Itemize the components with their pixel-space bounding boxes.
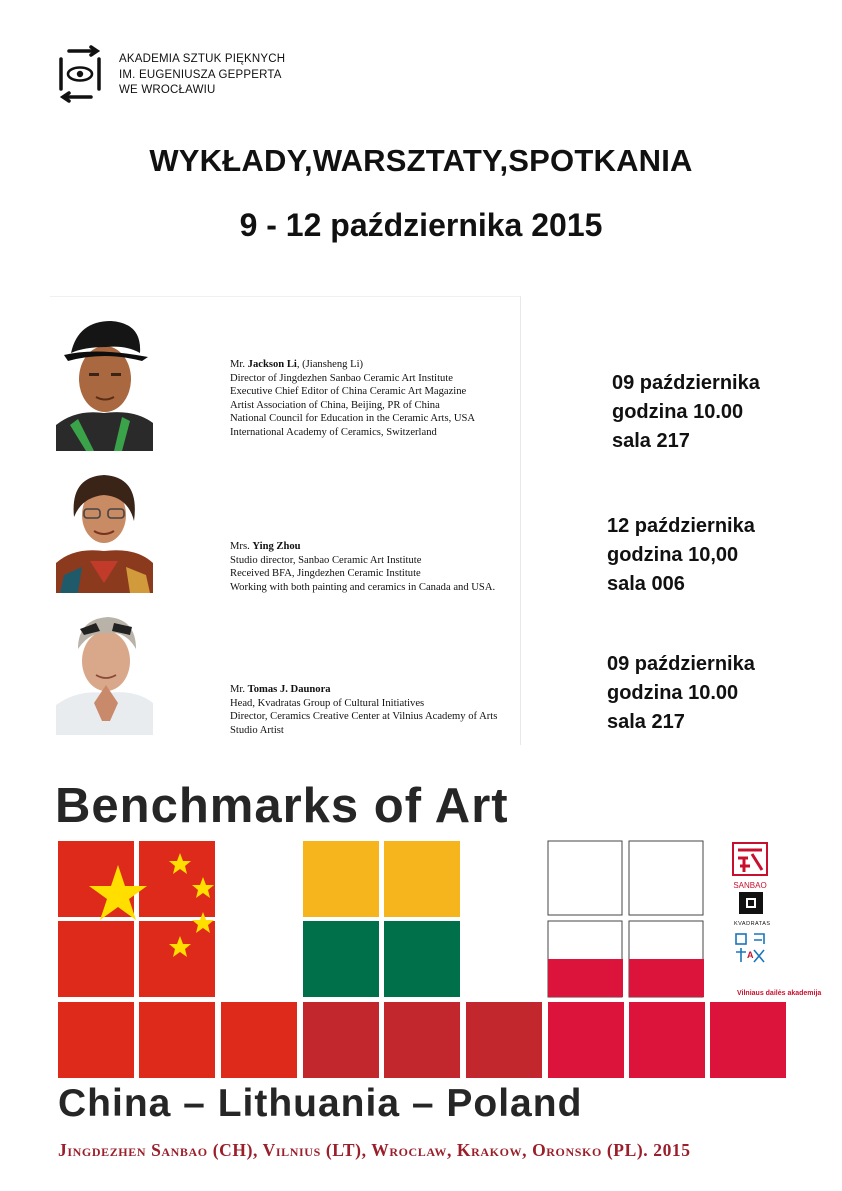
- kvadratas-label: KVADRATAS: [734, 921, 771, 927]
- vilnius-academy-label: Vilniaus dailės akademija: [737, 990, 822, 997]
- academy-name-line1: AKADEMIA SZTUK PIĘKNYCH: [119, 53, 286, 65]
- lithuania-green-square: [303, 921, 379, 997]
- benchmarks-title: Benchmarks of Art: [55, 779, 509, 833]
- schedule-time: godzina 10.00: [607, 682, 739, 704]
- lithuania-yellow-square: [303, 841, 379, 917]
- schedule-jackson-li: [612, 369, 760, 456]
- poland-split-square: [629, 921, 703, 997]
- academy-name: [119, 52, 285, 99]
- schedule-ying-zhou: [607, 512, 755, 599]
- bio-line: International Academy of Ceramics, Switzerland: [230, 426, 437, 438]
- china-bottom-square: [139, 1002, 215, 1078]
- bio-line: Working with both painting and ceramics in Canada and USA.: [230, 581, 496, 593]
- poland-split-square: [548, 921, 622, 997]
- lithuania-yellow-square: [384, 841, 460, 917]
- countries-title: China – Lithuania – Poland: [58, 1082, 583, 1125]
- small-star-icon: [192, 912, 214, 933]
- footer-cities: Jingdezhen Sanbao (CH), Vilnius (LT), Wroclaw, Krakow, Oronsko (PL). 2015: [58, 1140, 691, 1160]
- svg-text:A: A: [747, 950, 754, 960]
- speaker-photo-tomas-daunora: [56, 609, 153, 735]
- sanbao-logo: [732, 842, 768, 890]
- speaker-name-line: [230, 540, 495, 554]
- small-star-icon: [192, 877, 214, 898]
- speaker-name-line: [230, 683, 497, 697]
- speaker-alias: , (Jiansheng Li): [296, 359, 364, 370]
- bio-line: Studio Artist: [230, 724, 284, 736]
- china-bottom-square: [58, 1002, 134, 1078]
- schedule-date: 09 października: [612, 372, 760, 394]
- kvadratas-logo: [734, 890, 771, 927]
- lithuania-bottom-square: [466, 1002, 542, 1078]
- bio-line: Studio director, Sanbao Ceramic Art Institute: [230, 554, 422, 566]
- bio-line: Director of Jingdezhen Sanbao Ceramic Art Institute: [230, 372, 453, 384]
- academy-logo: [55, 45, 300, 103]
- big-star-icon: [89, 865, 147, 920]
- speaker-name: Jackson Li: [247, 359, 297, 370]
- schedule-room: sala 217: [612, 430, 690, 452]
- lithuania-green-square: [384, 921, 460, 997]
- bio-line: Director, Ceramics Creative Center at Vilnius Academy of Arts: [230, 711, 498, 722]
- speaker-bio-jackson-li: [230, 358, 475, 439]
- schedule-date: 09 października: [607, 653, 755, 675]
- schedule-room: sala 006: [607, 573, 685, 595]
- china-bottom-square: [221, 1002, 297, 1078]
- lithuania-bottom-square: [303, 1002, 379, 1078]
- sanbao-seal-icon: [732, 842, 768, 876]
- speaker-name-line: [230, 358, 475, 372]
- china-square: [58, 921, 134, 997]
- schedule-tomas-daunora: [607, 650, 755, 737]
- poland-split-square-red: [548, 959, 623, 997]
- china-square: [139, 841, 215, 917]
- sanbao-label: SANBAO: [733, 881, 767, 890]
- speaker-bio-tomas-daunora: [230, 683, 497, 737]
- speaker-prefix: Mr.: [230, 684, 246, 695]
- academy-eye-icon: [55, 45, 105, 103]
- poland-split-square-red: [629, 959, 704, 997]
- bio-line: National Council for Education in the Ceramic Arts, USA: [230, 413, 476, 424]
- event-headline: WYKŁADY,WARSZTATY,SPOTKANIA: [149, 143, 693, 178]
- china-square: [139, 921, 215, 997]
- china-square: [58, 841, 134, 917]
- bio-line: Received BFA, Jingdezhen Ceramic Institute: [230, 568, 421, 579]
- schedule-time: godzina 10,00: [607, 544, 739, 566]
- poland-white-square: [629, 841, 703, 915]
- lithuania-bottom-square: [384, 1002, 460, 1078]
- poland-bottom-square: [548, 1002, 624, 1078]
- vilnius-academy-glyphs-icon: [734, 932, 768, 966]
- poland-bottom-square: [629, 1002, 705, 1078]
- speaker-prefix: Mrs.: [230, 541, 250, 552]
- schedule-room: sala 217: [607, 711, 685, 733]
- speakers-panel: [50, 296, 521, 745]
- speaker-photo-jackson-li: [56, 317, 153, 451]
- bio-line: Head, Kvadratas Group of Cultural Initiatives: [230, 697, 425, 709]
- schedule-date: 12 października: [607, 515, 755, 537]
- small-star-icon: [169, 853, 191, 874]
- poland-white-square: [548, 841, 622, 915]
- speaker-prefix: Mr.: [230, 359, 246, 370]
- bio-line: Artist Association of China, Beijing, PR of China: [230, 399, 440, 411]
- speaker-bio-ying-zhou: [230, 540, 495, 594]
- speaker-name: Ying Zhou: [252, 541, 301, 552]
- poland-bottom-square: [710, 1002, 786, 1078]
- speaker-photo-ying-zhou: [56, 471, 153, 593]
- schedule-time: godzina 10.00: [612, 401, 744, 423]
- small-star-icon: [169, 936, 191, 957]
- kvadratas-square-icon: [734, 890, 768, 916]
- academy-name-line3: WE WROCŁAWIU: [119, 84, 216, 96]
- event-dates: 9 - 12 października 2015: [239, 207, 603, 243]
- speaker-name: Tomas J. Daunora: [247, 684, 331, 695]
- academy-name-line2: IM. EUGENIUSZA GEPPERTA: [119, 68, 282, 81]
- bio-line: Executive Chief Editor of China Ceramic Art Magazine: [230, 386, 467, 397]
